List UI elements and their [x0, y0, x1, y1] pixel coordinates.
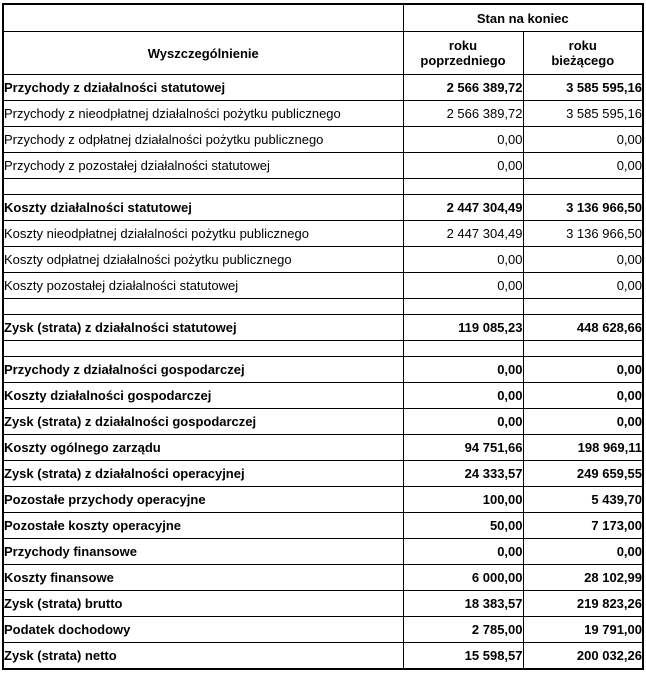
row-value-previous-year: 0,00: [403, 357, 523, 383]
row-value-current-year: 0,00: [523, 409, 643, 435]
table-row: [3, 617, 643, 643]
row-label: Podatek dochodowy: [3, 617, 403, 643]
spacer-cell: [403, 179, 523, 195]
table-row: [3, 273, 643, 299]
row-label: Przychody z odpłatnej działalności pożytku publicznego: [3, 127, 403, 153]
row-value-previous-year: 0,00: [403, 273, 523, 299]
header-period-group: Stan na koniec: [403, 4, 643, 32]
header-row-columns: [3, 32, 643, 75]
row-label: Koszty działalności gospodarczej: [3, 383, 403, 409]
row-value-current-year: 0,00: [523, 357, 643, 383]
spacer-cell: [523, 341, 643, 357]
row-label: Przychody z działalności statutowej: [3, 75, 403, 101]
row-value-previous-year: 2 447 304,49: [403, 195, 523, 221]
table-spacer-row: [3, 299, 643, 315]
row-value-current-year: 249 659,55: [523, 461, 643, 487]
spacer-cell: [403, 299, 523, 315]
table-row: [3, 435, 643, 461]
row-value-current-year: 3 585 595,16: [523, 101, 643, 127]
row-value-previous-year: 18 383,57: [403, 591, 523, 617]
table-row: [3, 539, 643, 565]
row-label: Koszty odpłatnej działalności pożytku publicznego: [3, 247, 403, 273]
row-value-previous-year: 0,00: [403, 539, 523, 565]
row-value-previous-year: 50,00: [403, 513, 523, 539]
row-value-current-year: 0,00: [523, 127, 643, 153]
table-body: [3, 75, 643, 670]
table-row: [3, 153, 643, 179]
spacer-cell: [3, 299, 403, 315]
row-label: Przychody z pozostałej działalności statutowej: [3, 153, 403, 179]
row-label: Zysk (strata) z działalności gospodarczej: [3, 409, 403, 435]
row-value-current-year: 0,00: [523, 383, 643, 409]
row-value-current-year: 0,00: [523, 539, 643, 565]
row-label: Przychody z nieodpłatnej działalności pożytku publicznego: [3, 101, 403, 127]
spacer-cell: [3, 341, 403, 357]
header-col-label: Wyszczególnienie: [3, 32, 403, 75]
spacer-cell: [403, 341, 523, 357]
table-row: [3, 221, 643, 247]
table-row: [3, 461, 643, 487]
row-value-previous-year: 94 751,66: [403, 435, 523, 461]
row-label: Zysk (strata) z działalności operacyjnej: [3, 461, 403, 487]
table-row: [3, 565, 643, 591]
row-value-current-year: 198 969,11: [523, 435, 643, 461]
row-value-current-year: 28 102,99: [523, 565, 643, 591]
table-row: [3, 643, 643, 670]
row-label: Zysk (strata) brutto: [3, 591, 403, 617]
table-row: [3, 127, 643, 153]
row-value-previous-year: 0,00: [403, 383, 523, 409]
row-value-current-year: 448 628,66: [523, 315, 643, 341]
row-value-previous-year: 119 085,23: [403, 315, 523, 341]
table-row: [3, 383, 643, 409]
row-value-current-year: 219 823,26: [523, 591, 643, 617]
row-label: Zysk (strata) z działalności statutowej: [3, 315, 403, 341]
row-label: Zysk (strata) netto: [3, 643, 403, 670]
row-value-previous-year: 0,00: [403, 153, 523, 179]
row-value-previous-year: 24 333,57: [403, 461, 523, 487]
table-header: [3, 4, 643, 75]
table-row: [3, 487, 643, 513]
row-value-current-year: 5 439,70: [523, 487, 643, 513]
row-value-previous-year: 0,00: [403, 409, 523, 435]
spacer-cell: [523, 179, 643, 195]
header-row-group: [3, 4, 643, 32]
row-value-previous-year: 6 000,00: [403, 565, 523, 591]
row-value-current-year: 200 032,26: [523, 643, 643, 670]
row-value-current-year: 3 136 966,50: [523, 195, 643, 221]
row-value-previous-year: 2 566 389,72: [403, 75, 523, 101]
header-col-current-year-line2: bieżącego: [551, 53, 615, 68]
row-label: Pozostałe przychody operacyjne: [3, 487, 403, 513]
row-label: Koszty ogólnego zarządu: [3, 435, 403, 461]
row-value-previous-year: 15 598,57: [403, 643, 523, 670]
table-row: [3, 315, 643, 341]
header-col-current-year: [523, 32, 643, 75]
row-value-current-year: 0,00: [523, 153, 643, 179]
table-row: [3, 101, 643, 127]
row-value-current-year: 3 585 595,16: [523, 75, 643, 101]
header-col-previous-year-line1: roku: [448, 38, 478, 53]
row-value-previous-year: 0,00: [403, 247, 523, 273]
row-value-previous-year: 100,00: [403, 487, 523, 513]
table-row: [3, 195, 643, 221]
row-label: Koszty pozostałej działalności statutowej: [3, 273, 403, 299]
row-label: Koszty finansowe: [3, 565, 403, 591]
row-label: Pozostałe koszty operacyjne: [3, 513, 403, 539]
row-value-previous-year: 2 447 304,49: [403, 221, 523, 247]
table-spacer-row: [3, 341, 643, 357]
row-value-current-year: 0,00: [523, 273, 643, 299]
row-label: Przychody z działalności gospodarczej: [3, 357, 403, 383]
row-value-current-year: 19 791,00: [523, 617, 643, 643]
table-row: [3, 591, 643, 617]
row-value-previous-year: 2 785,00: [403, 617, 523, 643]
row-value-current-year: 3 136 966,50: [523, 221, 643, 247]
table-row: [3, 75, 643, 101]
row-value-current-year: 7 173,00: [523, 513, 643, 539]
row-value-previous-year: 0,00: [403, 127, 523, 153]
spacer-cell: [523, 299, 643, 315]
table-row: [3, 247, 643, 273]
header-col-previous-year: [403, 32, 523, 75]
table-row: [3, 409, 643, 435]
table-spacer-row: [3, 179, 643, 195]
table-row: [3, 513, 643, 539]
header-col-previous-year-line2: poprzedniego: [420, 53, 506, 68]
row-value-previous-year: 2 566 389,72: [403, 101, 523, 127]
row-label: Przychody finansowe: [3, 539, 403, 565]
spacer-cell: [3, 179, 403, 195]
financial-results-table: [2, 3, 644, 670]
header-blank-cell: [3, 4, 403, 32]
header-col-current-year-line1: roku: [568, 38, 597, 53]
table-row: [3, 357, 643, 383]
row-value-current-year: 0,00: [523, 247, 643, 273]
row-label: Koszty działalności statutowej: [3, 195, 403, 221]
row-label: Koszty nieodpłatnej działalności pożytku publicznego: [3, 221, 403, 247]
